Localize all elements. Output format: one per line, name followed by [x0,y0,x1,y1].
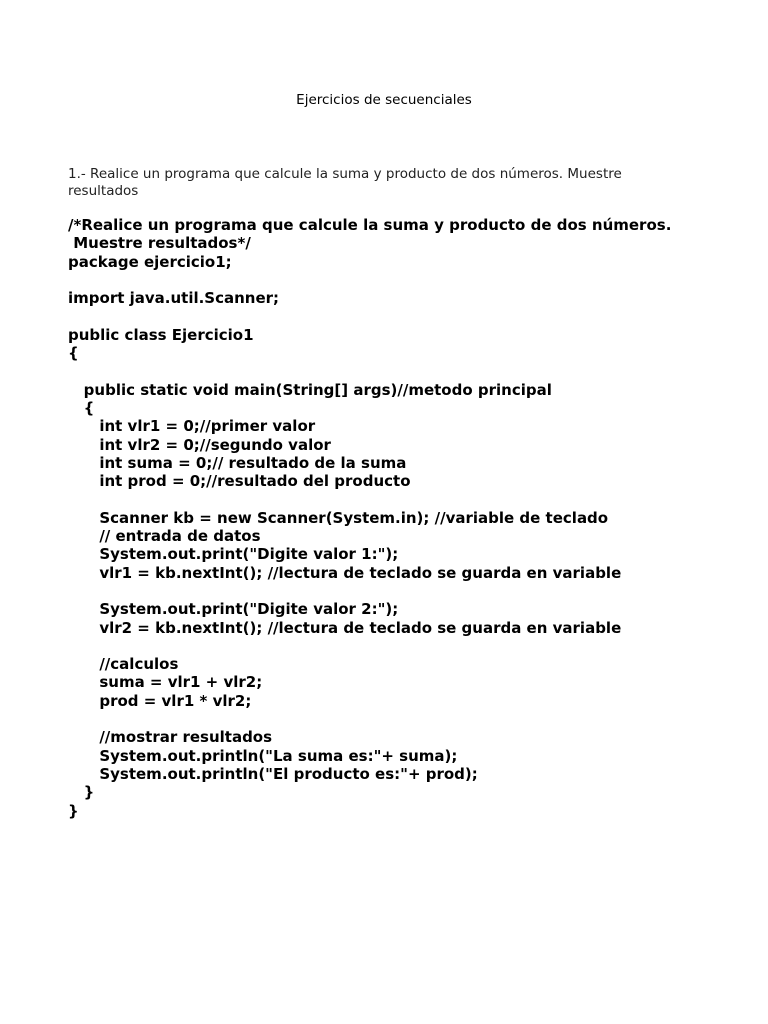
code-line [68,637,748,655]
code-line: vlr1 = kb.nextInt(); //lectura de teclado se guarda en variable [68,563,622,582]
document-title: Ejercicios de secuenciales [296,92,472,108]
code-line: { [68,344,79,363]
code-line: public class Ejercicio1 [68,325,254,344]
code-line: public static void main(String[] args)//metodo principal [68,380,552,399]
code-line: /*Realice un programa que calcule la suma y producto de dos números. [68,216,672,234]
code-line: //calculos [68,655,179,674]
code-line: prod = vlr1 * vlr2; [68,691,252,710]
code-line [68,490,748,508]
code-line: vlr2 = kb.nextInt(); //lectura de teclado se guarda en variable [68,618,622,637]
code-line: // entrada de datos [68,527,261,546]
code-line: int vlr1 = 0;//primer valor [68,417,316,436]
code-line [68,271,748,289]
code-line: Muestre resultados*/ [68,234,251,253]
code-line: int vlr2 = 0;//segundo valor [68,435,331,454]
exercise-statement: 1.- Realice un programa que calcule la suma y producto de dos números. Muestre resultados [68,166,622,199]
code-line: } [68,801,79,820]
code-line [68,362,748,380]
code-line: System.out.print("Digite valor 2:"); [68,600,399,619]
code-line [68,710,748,728]
code-line: //mostrar resultados [68,728,273,747]
code-line: package ejercicio1; [68,252,232,271]
code-line: suma = vlr1 + vlr2; [68,673,263,692]
code-line: System.out.println("La suma es:"+ suma); [68,746,458,765]
code-line: System.out.println("El producto es:"+ prod); [68,764,478,783]
code-line: import java.util.Scanner; [68,289,280,308]
code-line: } [68,783,95,802]
code-block [68,216,748,820]
code-line: { [68,398,95,417]
code-line: int suma = 0;// resultado de la suma [68,453,407,472]
code-line: int prod = 0;//resultado del producto [68,472,411,491]
code-line [68,582,748,600]
code-line: Scanner kb = new Scanner(System.in); //variable de teclado [68,508,609,527]
code-line: System.out.print("Digite valor 1:"); [68,545,399,564]
code-line [68,307,748,325]
